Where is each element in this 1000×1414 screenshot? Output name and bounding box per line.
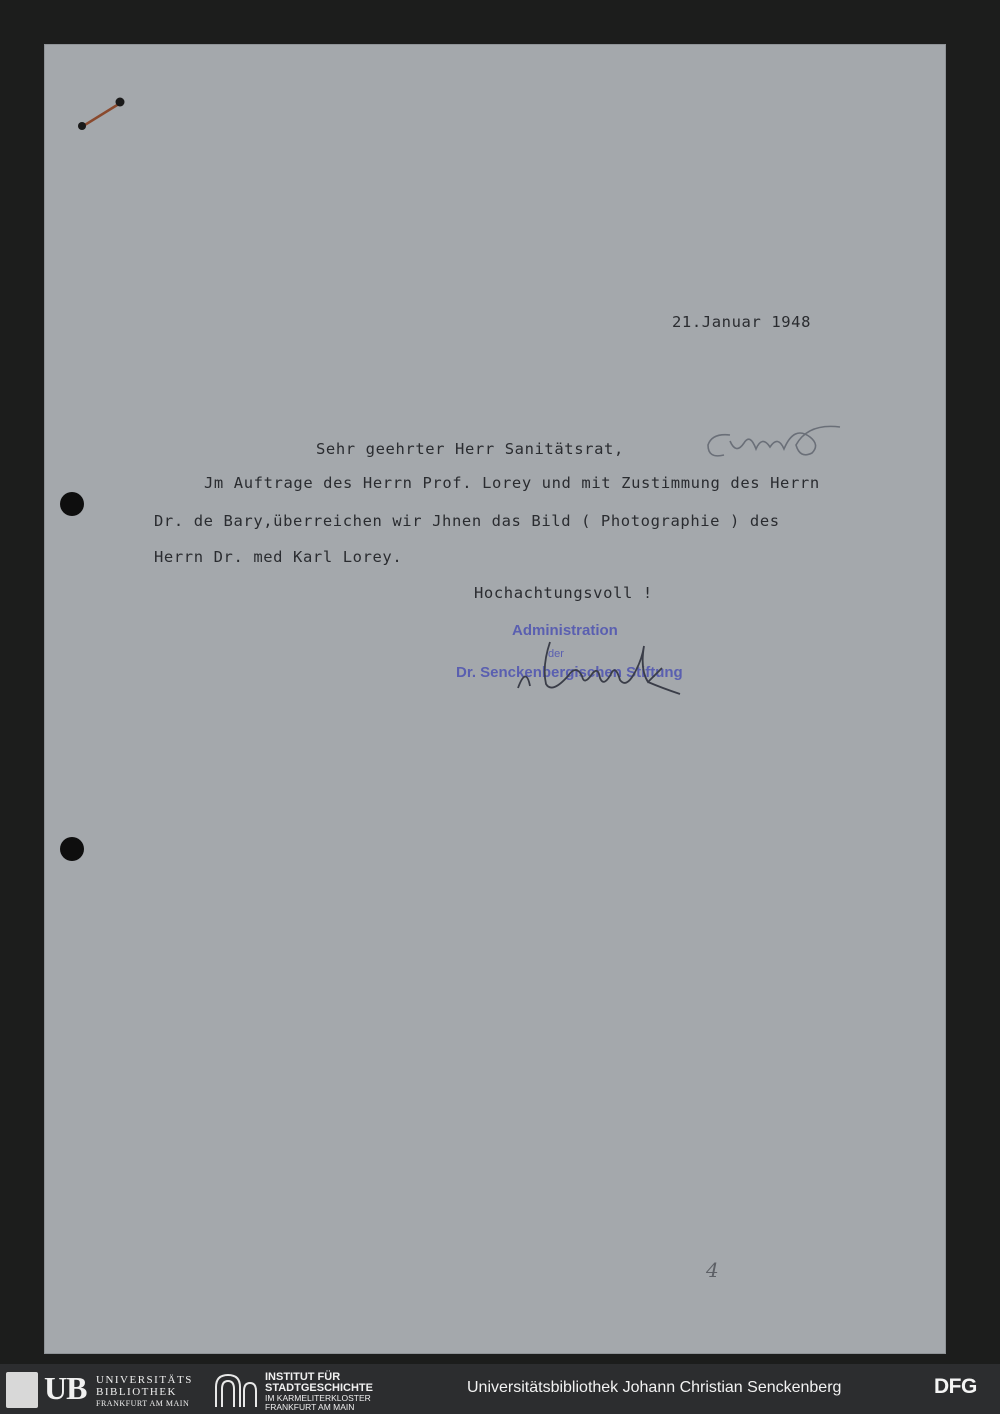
isg-line: INSTITUT FÜR — [265, 1371, 341, 1383]
isg-logo-text — [265, 1372, 373, 1412]
stamp-line: Administration — [512, 622, 618, 639]
isg-line: IM KARMELITERKLOSTER — [265, 1393, 371, 1403]
ub-line: BIBLIOTHEK — [96, 1386, 177, 1398]
salutation: Sehr geehrter Herr Sanitätsrat, — [316, 440, 624, 458]
letter-date: 21.Januar 1948 — [672, 313, 812, 331]
isg-arches-logo-icon — [214, 1371, 258, 1409]
ub-line: FRANKFURT AM MAIN — [96, 1399, 190, 1408]
body-line: Herrn Dr. med Karl Lorey. — [154, 548, 403, 566]
stamp-line: der — [548, 648, 564, 660]
ub-portrait-logo-icon — [6, 1372, 38, 1408]
footer-bar — [0, 1364, 1000, 1414]
body-line: Jm Auftrage des Herrn Prof. Lorey und mit Zustimmung des Herrn — [204, 474, 820, 492]
isg-line: FRANKFURT AM MAIN — [265, 1402, 355, 1412]
ub-line: UNIVERSITÄTS — [96, 1374, 193, 1386]
rust-pin-mark — [74, 92, 130, 140]
punch-hole-top — [60, 492, 84, 516]
ub-logo-mark: UB — [44, 1370, 87, 1406]
handwritten-annotation — [700, 415, 850, 465]
closing: Hochachtungsvoll ! — [474, 584, 653, 602]
pencil-page-number: 4 — [706, 1258, 719, 1282]
handwritten-signature — [512, 636, 697, 696]
isg-line: STADTGESCHICHTE — [265, 1382, 373, 1394]
punch-hole-bottom — [60, 837, 84, 861]
dfg-logo: DFG — [934, 1375, 977, 1398]
stamp-line: Dr. Senckenbergischen Stiftung — [456, 664, 683, 681]
body-line: Dr. de Bary,überreichen wir Jhnen das Bild ( Photographie ) des — [154, 512, 780, 530]
library-title: Universitätsbibliothek Johann Christian Senckenberg — [467, 1379, 842, 1396]
ub-logo-text — [96, 1374, 193, 1410]
